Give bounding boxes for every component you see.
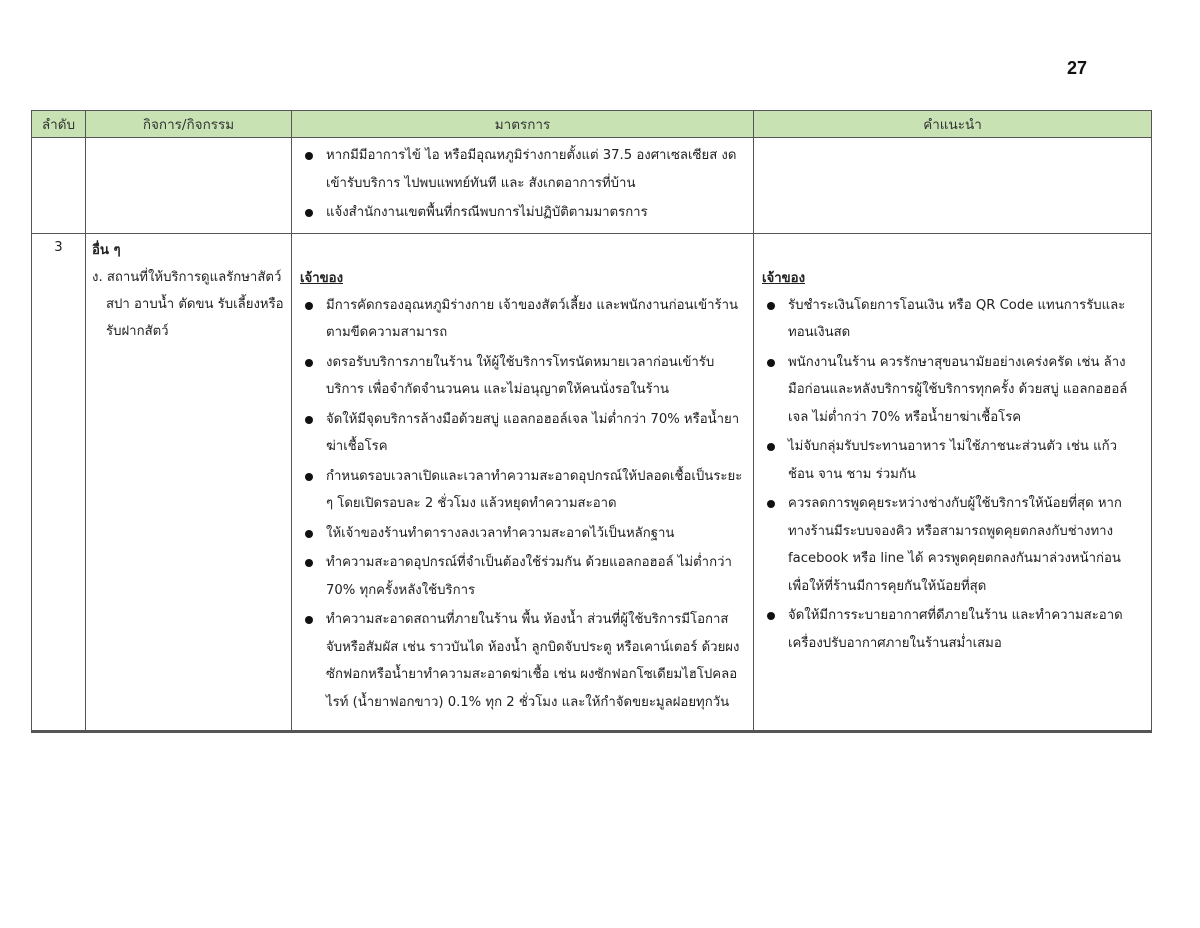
bullet-icon bbox=[305, 559, 313, 567]
measures-list bbox=[300, 292, 743, 717]
bullet-icon bbox=[305, 359, 313, 367]
list-item bbox=[762, 433, 1141, 488]
row-measures bbox=[292, 138, 754, 234]
advice-text: ควรลดการพูดคุยระหว่างช่างกับผู้ใช้บริการให้น้อยที่สุด หากทางร้านมีระบบจองคิว หรือสามารถพูดคุยตกลงกับช่างทาง facebook หรือ line ได้ ควรพูดคุยตกลงกันมาล่วงหน้าก่อนเพื่อให้ที่ร้านมีการคุยกันให้น้อยที่สุด bbox=[788, 496, 1122, 594]
measure-text: ให้เจ้าของร้านทำตารางลงเวลาทำความสะอาดไว้เป็นหลักฐาน bbox=[326, 525, 675, 541]
header-activity: กิจการ/กิจกรรม bbox=[86, 111, 292, 138]
row-advice bbox=[754, 138, 1152, 234]
table-row bbox=[32, 138, 1152, 234]
bullet-icon bbox=[305, 473, 313, 481]
list-item bbox=[300, 549, 743, 604]
list-item bbox=[300, 406, 743, 461]
list-item bbox=[300, 199, 743, 227]
list-item bbox=[300, 349, 743, 404]
bullet-icon bbox=[767, 612, 775, 620]
advice-text: ไม่จับกลุ่มรับประทานอาหาร ไม่ใช้ภาชนะส่วนตัว เช่น แก้ว ช้อน จาน ชาม ร่วมกัน bbox=[788, 439, 1118, 482]
page-number: 27 bbox=[1067, 58, 1088, 78]
bullet-icon bbox=[305, 530, 313, 538]
header-number: ลำดับ bbox=[32, 111, 86, 138]
measure-text: แจ้งสำนักงานเขตพื้นที่กรณีพบการไม่ปฏิบัติตามมาตรการ bbox=[326, 205, 648, 220]
measure-text: ทำความสะอาดอุปกรณ์ที่จำเป็นต้องใช้ร่วมกัน ด้วยแอลกอฮอล์ ไม่ต่ำกว่า 70% ทุกครั้งหลังใช้บริการ bbox=[326, 555, 732, 598]
activity-subtitle: ง. สถานที่ให้บริการดูแลรักษาสัตว์ สปา อาบน้ำ ตัดขน รับเลี้ยงหรือรับฝากสัตว์ bbox=[92, 269, 284, 339]
row-number bbox=[32, 138, 86, 234]
activity-title: อื่น ๆ bbox=[92, 242, 121, 258]
list-item bbox=[300, 463, 743, 518]
measure-text: หากมีมีอาการไข้ ไอ หรือมีอุณหภูมิร่างกายตั้งแต่ 37.5 องศาเซลเซียส งดเข้ารับบริการ ไปพบแพทย์ทันที และ สังเกตอาการที่บ้าน bbox=[326, 148, 737, 191]
bullet-icon bbox=[305, 152, 313, 160]
row-advice bbox=[754, 233, 1152, 732]
bullet-icon bbox=[767, 443, 775, 451]
measure-text: ทำความสะอาดสถานที่ภายในร้าน พื้น ห้องน้ำ ส่วนที่ผู้ใช้บริการมีโอกาสจับหรือสัมผัส เช่น ราวบันได ห้องน้ำ ลูกบิดจับประตู หรือเคาน์เตอร์ ด้วยผงซักฟอกหรือน้ำยาทำความสะอาดฆ่าเชื้อ เช่น ผงซักฟอกโซเดียมไฮโปคลอไรท์ (น้ำยาฟอกขาว) 0.1% ทุก 2 ชั่วโมง และให้กำจัดขยะมูลฝอยทุกวัน bbox=[326, 612, 740, 710]
advice-text: รับชำระเงินโดยการโอนเงิน หรือ QR Code แทนการรับและทอนเงินสด bbox=[788, 297, 1126, 340]
list-item bbox=[300, 520, 743, 548]
bullet-icon bbox=[767, 302, 775, 310]
list-item bbox=[762, 292, 1141, 347]
list-item bbox=[762, 349, 1141, 432]
list-item bbox=[762, 602, 1141, 657]
bullet-icon bbox=[767, 500, 775, 508]
bullet-icon bbox=[305, 209, 313, 217]
advice-heading: เจ้าของ bbox=[762, 270, 806, 286]
bullet-icon bbox=[305, 302, 313, 310]
header-advice: คำแนะนำ bbox=[754, 111, 1152, 138]
row-activity bbox=[86, 233, 292, 732]
measures-table bbox=[31, 110, 1152, 733]
measure-text: กำหนดรอบเวลาเปิดและเวลาทำความสะอาดอุปกรณ์ให้ปลอดเชื้อเป็นระยะ ๆ โดยเปิดรอบละ 2 ชั่วโมง แล้วหยุดทำความสะอาด bbox=[326, 468, 743, 511]
measure-text: จัดให้มีจุดบริการล้างมือด้วยสบู่ แอลกอฮอล์เจล ไม่ต่ำกว่า 70% หรือน้ำยาฆ่าเชื้อโรค bbox=[326, 411, 740, 454]
advice-text: จัดให้มีการระบายอากาศที่ดีภายในร้าน และทำความสะอาดเครื่องปรับอากาศภายในร้านสม่ำเสมอ bbox=[788, 608, 1123, 651]
list-item bbox=[300, 292, 743, 347]
bullet-icon bbox=[305, 416, 313, 424]
advice-list bbox=[762, 292, 1141, 658]
header-measures: มาตรการ bbox=[292, 111, 754, 138]
row-measures bbox=[292, 233, 754, 732]
row-number: 3 bbox=[32, 233, 86, 732]
list-item bbox=[762, 490, 1141, 600]
bullet-icon bbox=[767, 359, 775, 367]
row-activity bbox=[86, 138, 292, 234]
table-header-row bbox=[32, 111, 1152, 138]
bullet-icon bbox=[305, 616, 313, 624]
list-item bbox=[300, 606, 743, 716]
list-item bbox=[300, 142, 743, 197]
table-row bbox=[32, 233, 1152, 732]
measure-text: งดรอรับบริการภายในร้าน ให้ผู้ใช้บริการโทรนัดหมายเวลาก่อนเข้ารับบริการ เพื่อจำกัดจำนวนคน และไม่อนุญาตให้คนนั่งรอในร้าน bbox=[326, 354, 715, 397]
measures-heading: เจ้าของ bbox=[300, 270, 344, 286]
measure-text: มีการคัดกรองอุณหภูมิร่างกาย เจ้าของสัตว์เลี้ยง และพนักงานก่อนเข้าร้าน ตามขีดความสามารถ bbox=[326, 297, 738, 340]
measures-list bbox=[300, 142, 743, 227]
advice-text: พนักงานในร้าน ควรรักษาสุขอนามัยอย่างเคร่งครัด เช่น ล้างมือก่อนและหลังบริการผู้ใช้บริการทุกครั้ง ด้วยสบู่ แอลกอฮอล์เจล ไม่ต่ำกว่า 70% หรือน้ำยาฆ่าเชื้อโรค bbox=[788, 354, 1128, 425]
